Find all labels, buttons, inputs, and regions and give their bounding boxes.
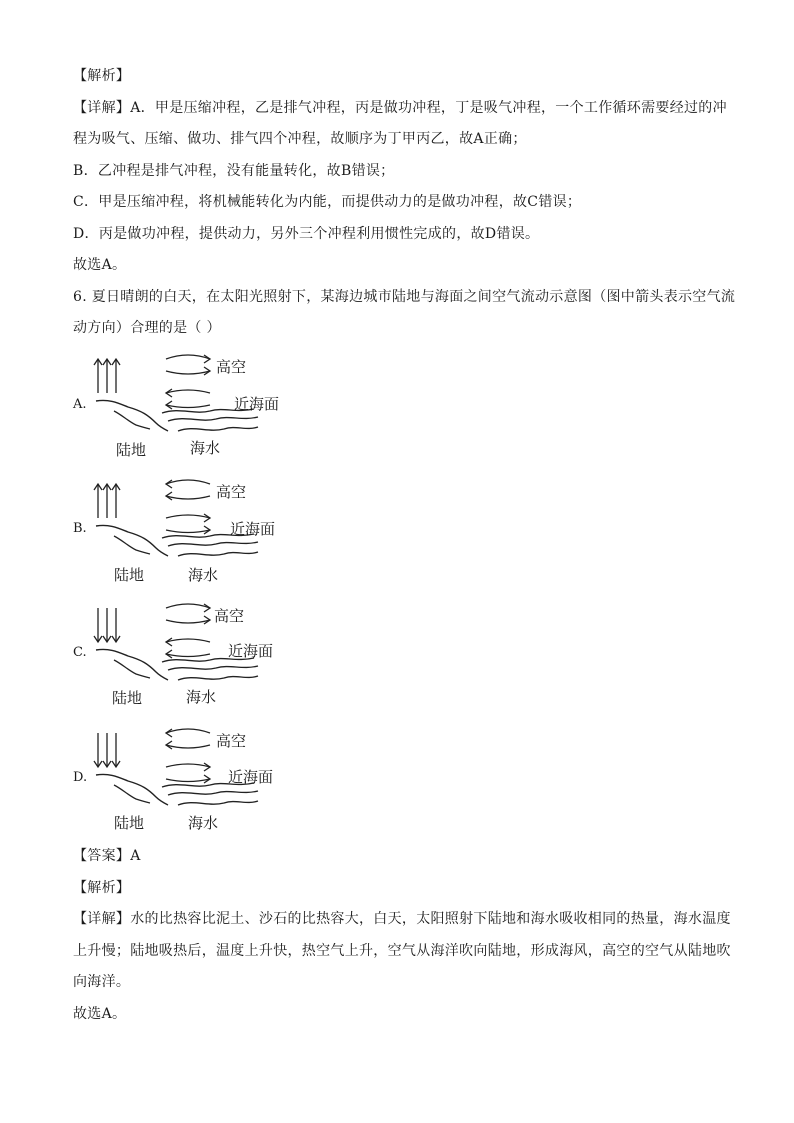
sea-wave	[178, 676, 258, 680]
label-land: 陆地	[114, 566, 145, 584]
air-flow-line	[166, 729, 210, 733]
air-flow-line	[166, 620, 210, 623]
arrowhead	[166, 729, 172, 737]
option-label-c: C.	[73, 645, 87, 660]
option-label-a: A.	[73, 397, 87, 412]
label-near-sea-surface: 近海面	[228, 642, 274, 660]
air-flow-line	[166, 496, 210, 499]
arrowhead	[204, 514, 210, 522]
label-sea-water: 海水	[188, 566, 219, 584]
air-flow-line	[166, 355, 210, 359]
label-sea-water: 海水	[190, 439, 221, 457]
air-flow-line	[166, 371, 210, 374]
diagram-option-d	[90, 719, 310, 839]
arrowhead	[204, 367, 210, 375]
arrowhead	[204, 616, 210, 624]
sea-wave	[168, 542, 258, 546]
arrowhead	[204, 604, 210, 612]
label-sea-water: 海水	[188, 814, 219, 832]
arrowhead	[204, 355, 210, 363]
arrowhead	[166, 480, 172, 488]
sea-wave	[168, 417, 258, 421]
air-flow-line	[166, 530, 210, 533]
label-high-altitude: 高空	[214, 607, 245, 625]
explanation-line: 【详解】水的比热容比泥土、沙石的比热容大，白天，太阳照射下陆地和海水吸收相同的热量，海水温度	[73, 911, 731, 927]
air-flow-line	[166, 405, 210, 408]
sea-wave	[168, 666, 258, 670]
analysis-heading: 【解析】	[73, 68, 131, 84]
label-high-altitude: 高空	[216, 358, 247, 376]
label-near-sea-surface: 近海面	[228, 768, 274, 786]
air-flow-line	[166, 515, 210, 518]
arrowhead	[166, 741, 172, 749]
coastline	[96, 400, 168, 431]
label-near-sea-surface: 近海面	[230, 520, 276, 538]
diagram-option-a	[90, 345, 310, 465]
coastline	[96, 774, 168, 805]
explanation-line: 程为吸气、压缩、做功、排气四个冲程，故顺序为丁甲丙乙，故A正确；	[73, 131, 527, 147]
sea-wave	[178, 801, 258, 805]
air-flow-line	[166, 654, 210, 657]
explanation-line: 上升慢；陆地吸热后，温度上升快，热空气上升，空气从海洋吹向陆地，形成海风，高空的空气从陆地吹	[73, 943, 731, 959]
air-flow-line	[166, 639, 210, 642]
diagram-option-c	[90, 594, 310, 714]
label-high-altitude: 高空	[216, 732, 247, 750]
air-flow-line	[166, 764, 210, 767]
question-stem: 动方向）合理的是（ ）	[73, 320, 221, 336]
arrowhead	[166, 492, 172, 500]
label-near-sea-surface: 近海面	[234, 395, 280, 413]
air-flow-line	[166, 390, 210, 393]
explanation-line: 【详解】A．甲是压缩冲程，乙是排气冲程，丙是做功冲程，丁是吸气冲程，一个工作循环需要经过的冲	[73, 100, 727, 116]
coastline	[96, 649, 168, 680]
label-land: 陆地	[116, 441, 147, 459]
conclusion-line: 故选A。	[73, 257, 127, 273]
answer-line: 【答案】A	[73, 848, 141, 864]
explanation-line: B．乙冲程是排气冲程，没有能量转化，故B错误；	[73, 163, 395, 179]
explanation-line: 向海洋。	[73, 974, 131, 990]
air-flow-line	[166, 745, 210, 748]
sea-wave	[178, 552, 258, 556]
air-flow-line	[166, 779, 210, 782]
option-label-b: B.	[73, 521, 87, 536]
arrowhead	[204, 763, 210, 771]
coastline	[96, 525, 168, 556]
explanation-line: D．丙是做功冲程，提供动力，另外三个冲程利用惯性完成的，故D错误。	[73, 226, 540, 242]
air-flow-line	[166, 480, 210, 484]
sea-wave	[168, 791, 258, 795]
label-sea-water: 海水	[186, 688, 217, 706]
label-land: 陆地	[114, 814, 145, 832]
question-stem: 6. 夏日晴朗的白天，在太阳光照射下，某海边城市陆地与海面之间空气流动示意图（图中箭头表示空气流	[73, 289, 736, 305]
label-land: 陆地	[112, 689, 143, 707]
explanation-line: C．甲是压缩冲程，将机械能转化为内能，而提供动力的是做功冲程，故C错误；	[73, 194, 582, 210]
diagram-option-b	[90, 470, 310, 590]
label-high-altitude: 高空	[216, 483, 247, 501]
option-label-d: D.	[73, 770, 88, 785]
analysis-heading: 【解析】	[73, 880, 131, 896]
air-flow-line	[166, 604, 210, 608]
arrowhead	[166, 638, 172, 646]
conclusion-line: 故选A。	[73, 1006, 127, 1022]
sea-wave	[178, 427, 258, 431]
arrowhead	[166, 389, 172, 397]
